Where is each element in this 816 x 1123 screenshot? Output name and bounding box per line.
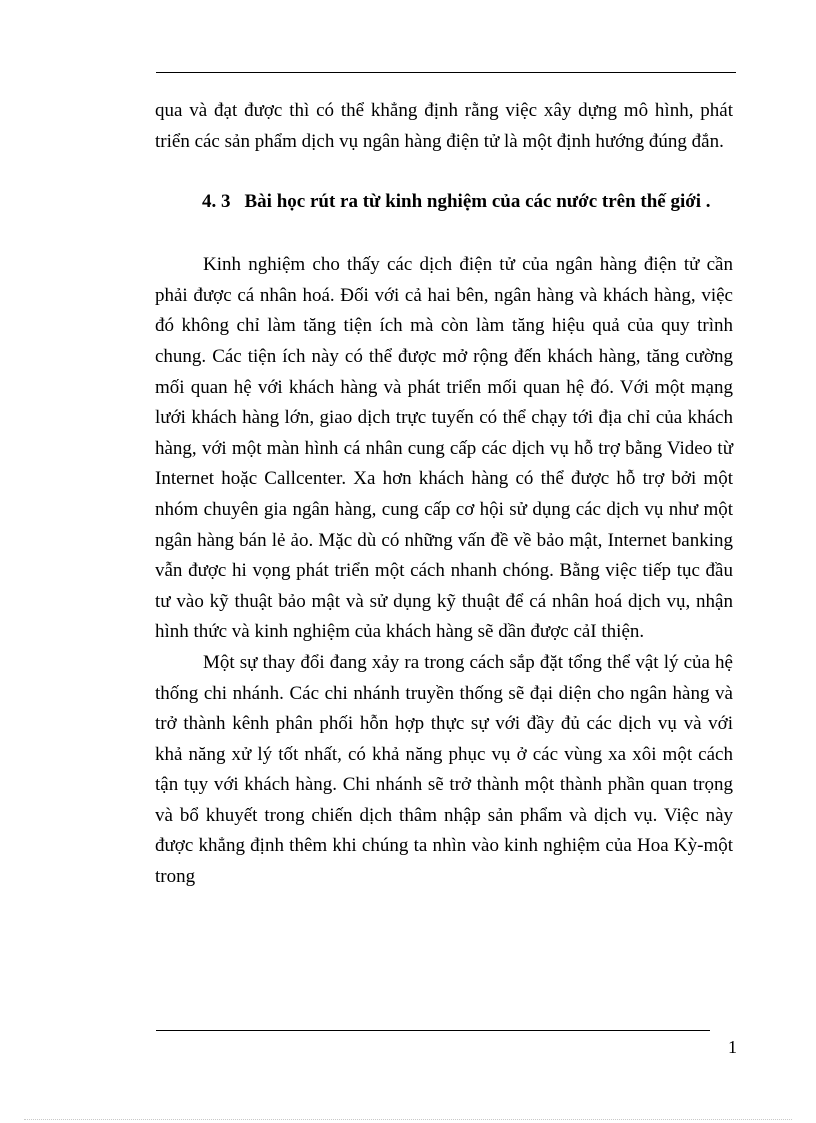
page-bottom-dotted-line xyxy=(24,1119,792,1120)
header-rule xyxy=(156,72,736,73)
continued-paragraph: qua và đạt được thì có thể khẳng định rằng việc xây dựng mô hình, phát triển các sản phẩm dịch vụ ngân hàng điện tử là một định hướng đúng đắn. xyxy=(155,100,733,152)
footer-rule xyxy=(156,1030,710,1031)
paragraph-2: Một sự thay đổi đang xảy ra trong cách sắp đặt tổng thể vật lý của hệ thống chi nhánh. Các chi nhánh truyền thống sẽ đại diện cho ngân hàng và trở thành kênh phân phối hỗn hợp thực sự với đầy đủ các dịch vụ và với khả năng xử lý tốt nhất, có khả năng phục vụ ở các vùng xa xôi một cách tận tụy với khách hàng. Chi nhánh sẽ trở thành một thành phần quan trọng và bổ khuyết trong chiến dịch thâm nhập sản phẩm và dịch vụ. Việc này được khẳng định thêm khi chúng ta nhìn vào kinh nghiệm của Hoa Kỳ-một trong xyxy=(155,651,733,888)
section-heading xyxy=(155,187,733,217)
section-number: 4. 3 xyxy=(202,191,231,213)
section-title: Bài học rút ra từ kinh nghiệm của các nước trên thế giới . xyxy=(244,191,711,213)
paragraph-1: Kinh nghiệm cho thấy các dịch điện tử của ngân hàng điện tử cần phải được cá nhân hoá. Đối với cả hai bên, ngân hàng và khách hàng, việc đó không chỉ làm tăng tiện ích mà còn làm tăng hiệu quả của quy trình chung. Các tiện ích này có thể được mở rộng đến khách hàng, tăng cường mối quan hệ với khách hàng và phát triển mối quan hệ đó. Với một mạng lưới khách hàng lớn, giao dịch trực tuyến có thể chạy tới địa chỉ của khách hàng, với một màn hình cá nhân cung cấp các dịch vụ hỗ trợ bằng Video từ Internet hoặc Callcenter. Xa hơn khách hàng có thể được hỗ trợ bởi một nhóm chuyên gia ngân hàng, cung cấp cơ hội sử dụng các dịch vụ như một ngân hàng bán lẻ ảo. Mặc dù có những vấn đề về bảo mật, Internet banking vẫn được hi vọng phát triển một cách nhanh chóng. Bằng việc tiếp tục đầu tư vào kỹ thuật bảo mật và sử dụng kỹ thuật để cá nhân hoá dịch vụ, nhận hình thức và kinh nghiệm của khách hàng sẽ dần được cảI thiện. xyxy=(155,254,733,643)
body-text xyxy=(155,96,733,893)
page-number: 1 xyxy=(728,1037,737,1057)
